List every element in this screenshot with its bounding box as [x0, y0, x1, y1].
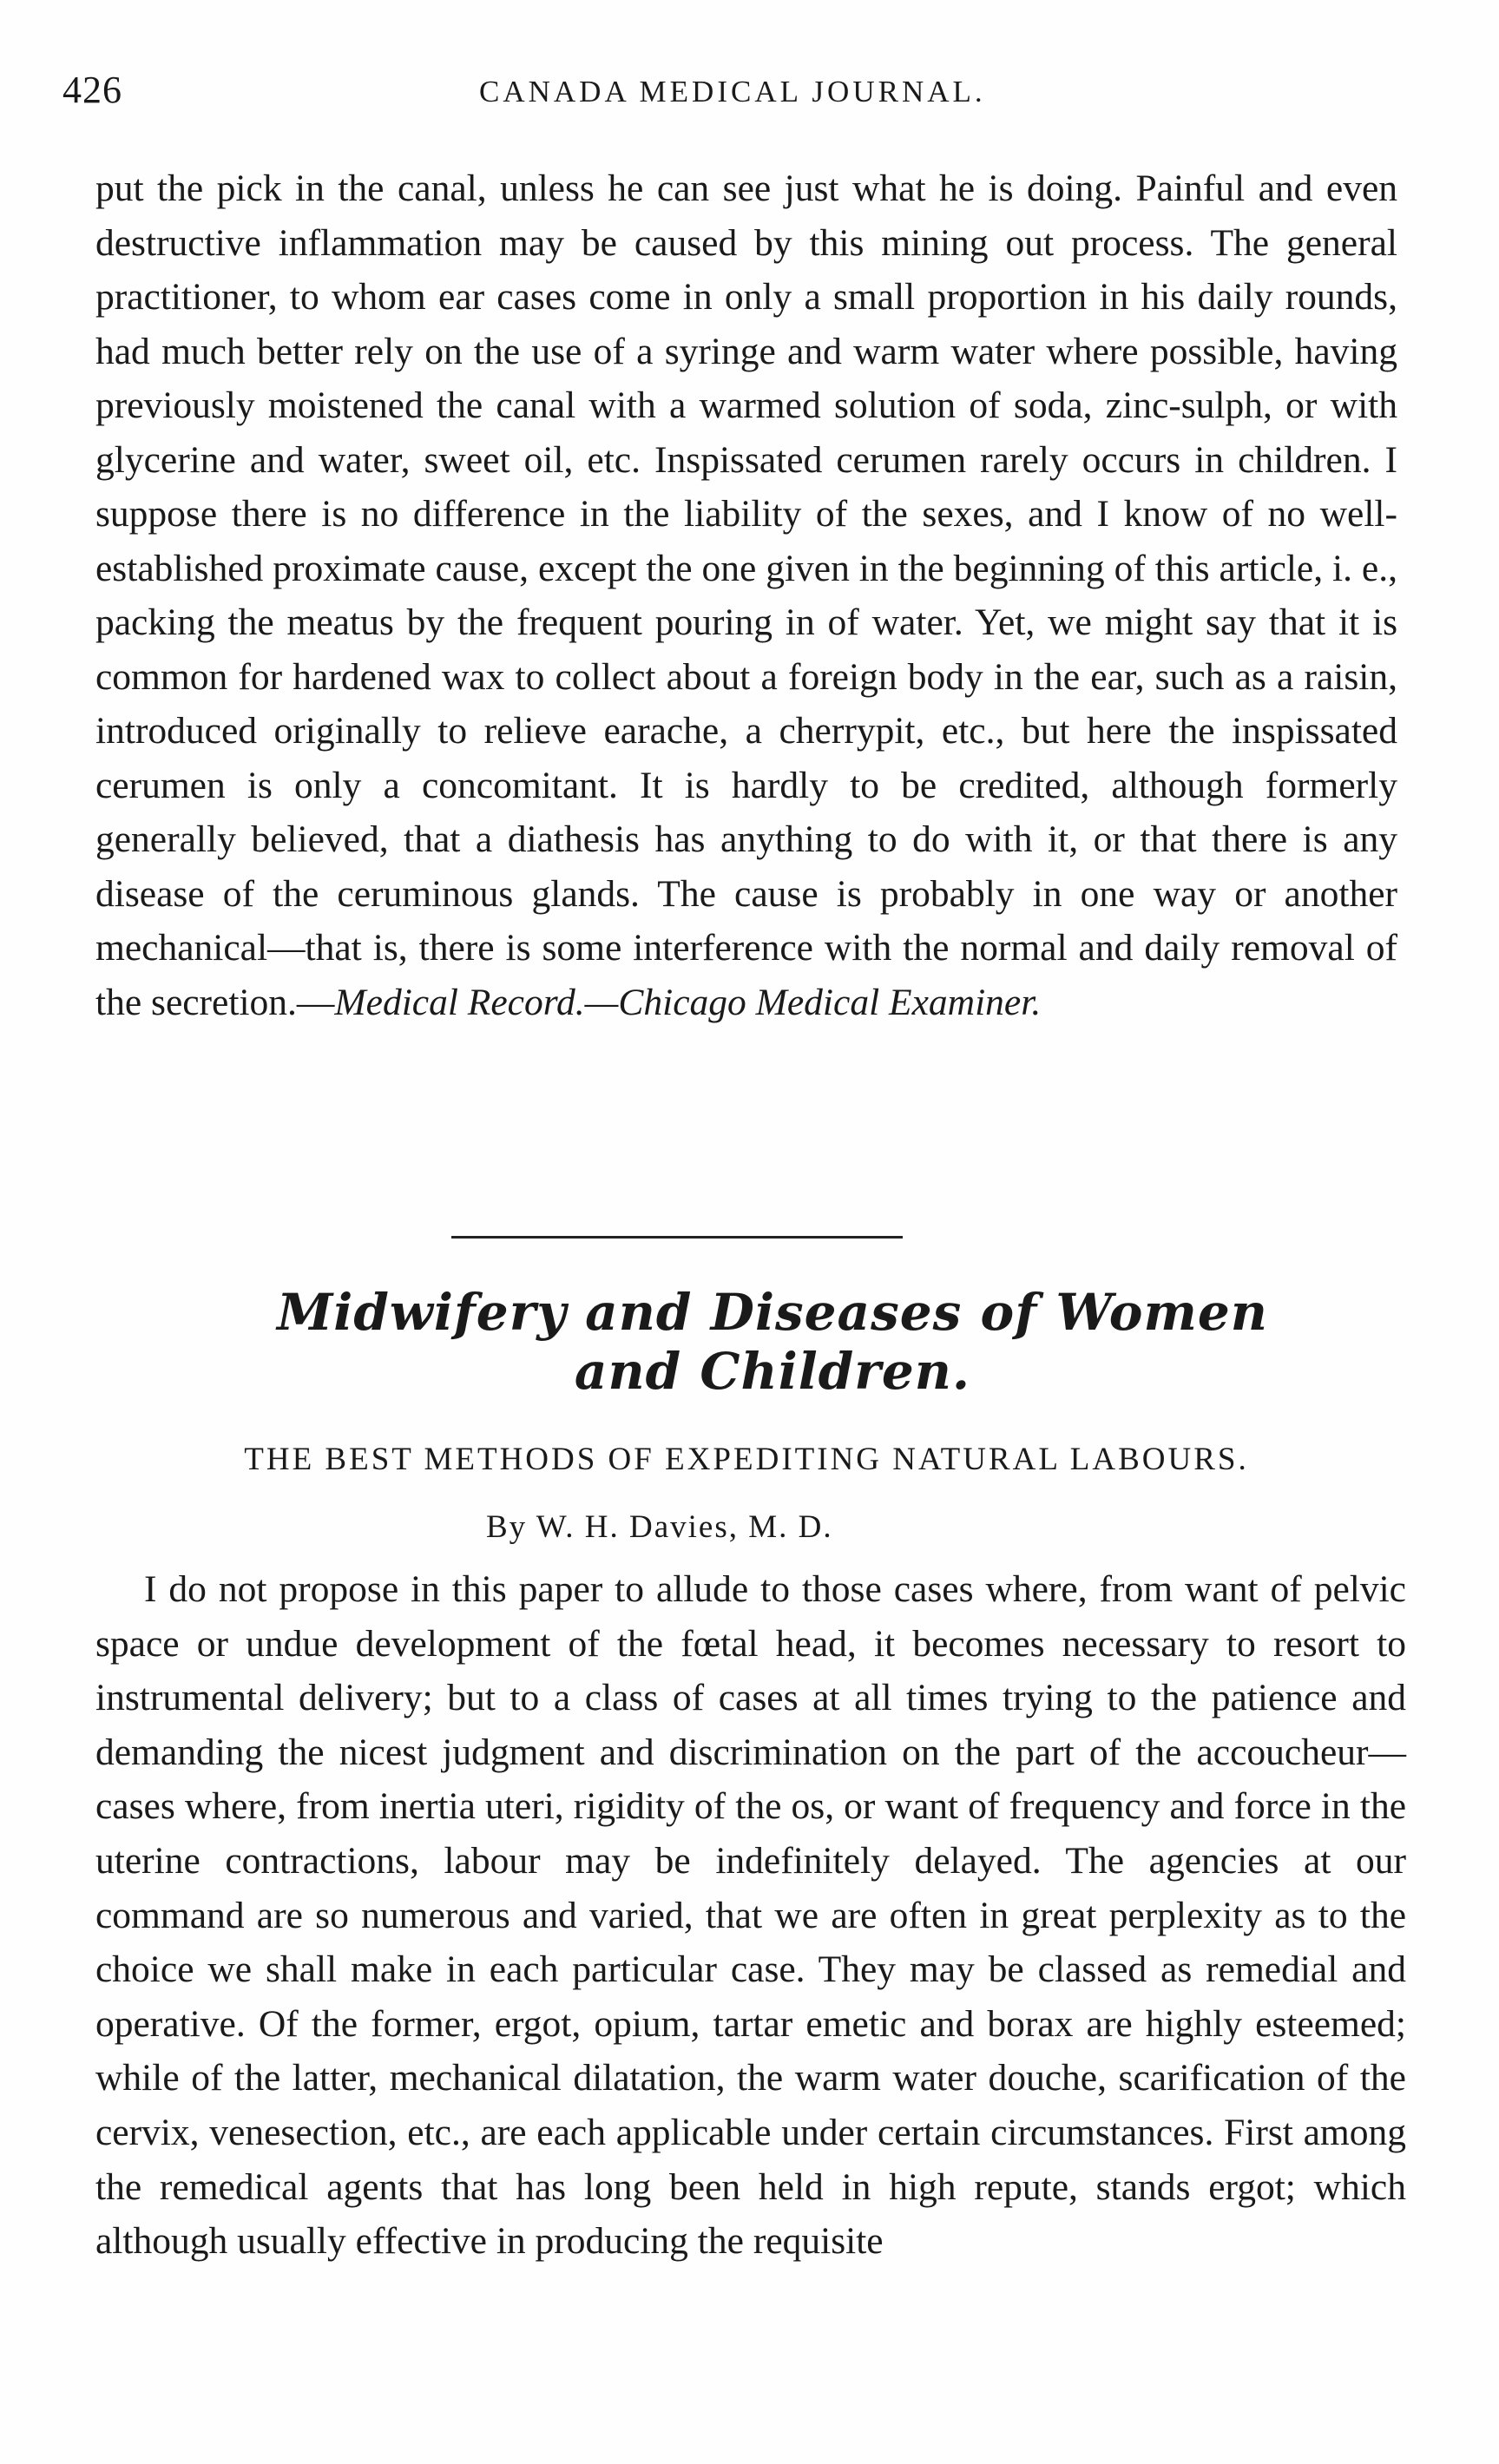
section-divider: [451, 1236, 903, 1239]
article-body: [95, 1562, 1406, 2269]
running-head: [62, 68, 1399, 120]
continued-paragraph: [95, 161, 1397, 1029]
article-source: Medical Record.—Chicago Medical Examiner.: [334, 981, 1042, 1023]
journal-title: CANADA MEDICAL JOURNAL.: [479, 75, 986, 108]
article-title: THE BEST METHODS OF EXPEDITING NATURAL LABOURS.: [244, 1442, 1249, 1477]
page-number: 426: [62, 69, 122, 111]
continued-paragraph-text: put the pick in the canal, unless he can see just what he is doing. Painful and even destructive inflammation may be caused by this mining out process. The general practitioner, to whom ear cases come in only a small proportion in his daily rounds, had much better rely on the use of a syringe and warm water where possible, having previously moistened the canal with a warmed solution of soda, zinc-sulph, or with glycerine and water, sweet oil, etc. Inspissated cerumen rarely occurs in children. I suppose there is no difference in the liability of the sexes, and I know of no well-established proximate cause, except the one given in the beginning of this article, i. e., packing the meatus by the frequent pouring in of water. Yet, we might say that it is common for hardened wax to collect about a foreign body in the ear, such as a raisin, introduced originally to relieve earache, a cherrypit, etc., but here the inspissated cerumen is only a concomitant. It is hardly to be credited, although formerly generally believed, that a diathesis has anything to do with it, or that there is any disease of the ceruminous glands. The cause is probably in one way or another mechanical—that is, there is some interference with the normal and daily removal of the secretion.—: [95, 168, 1397, 1023]
section-heading: Midwifery and Diseases of Women and Children.: [277, 1283, 1268, 1401]
continued-article: [95, 161, 1397, 1029]
article-paragraph: I do not propose in this paper to allude to those cases where, from want of pelvic space or undue development of the fœtal head, it becomes necessary to resort to instrumental delivery; but to a class of cases at all times trying to the patience and demanding the nicest judgment and discrimination on the part of the accoucheur—cases where, from inertia uteri, rigidity of the os, or want of frequency and force in the uterine contractions, labour may be indefinitely delayed. The agencies at our command are so numerous and varied, that we are often in great perplexity as to the choice we shall make in each particular case. They may be classed as remedial and operative. Of the former, ergot, opium, tartar emetic and borax are highly esteemed; while of the latter, mechanical dilatation, the warm water douche, scarification of the cervix, venesection, etc., are each applicable under certain circumstances. First among the remedical agents that has long been held in high repute, stands ergot; which although usually effective in producing the requisite: [95, 1568, 1406, 2263]
article-byline: By W. H. Davies, M. D.: [486, 1509, 833, 1545]
